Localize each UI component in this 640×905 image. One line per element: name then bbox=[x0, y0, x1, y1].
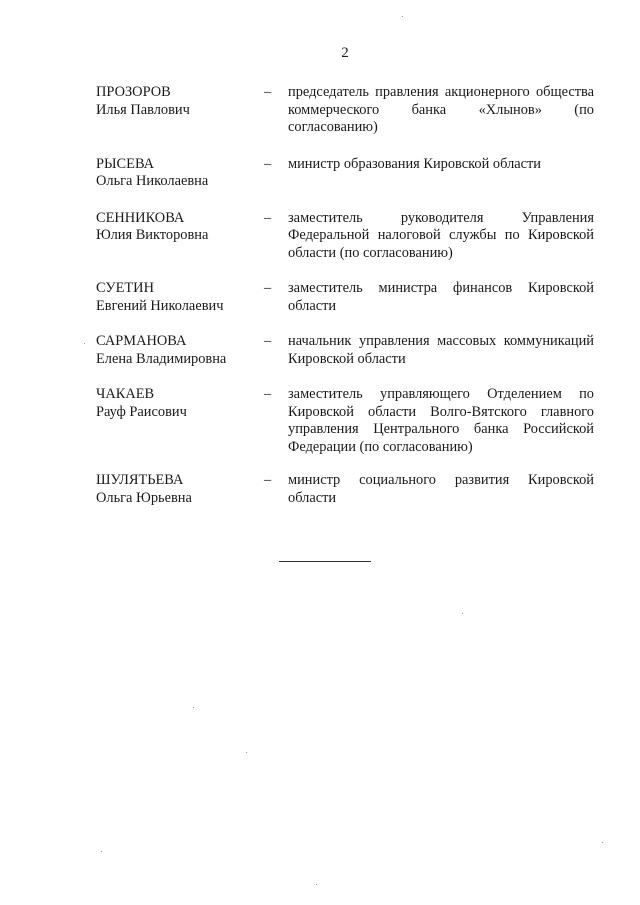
scan-speck bbox=[193, 707, 194, 708]
member-row bbox=[96, 280, 594, 315]
member-dash: – bbox=[264, 209, 272, 226]
member-dash: – bbox=[264, 472, 272, 488]
member-dash: – bbox=[264, 280, 272, 296]
member-row bbox=[96, 84, 594, 137]
member-surname: ШУЛЯТЬЕВА bbox=[96, 472, 184, 488]
member-position: заместитель управляющего Отделением по Кировской области Волго-Вятского главного управления Центрального банка Российской Федерации (по согласованию) bbox=[288, 386, 594, 455]
member-row bbox=[96, 156, 594, 191]
member-surname: СУЕТИН bbox=[96, 280, 154, 296]
member-given-names: Юлия Викторовна bbox=[96, 227, 209, 243]
member-name bbox=[96, 280, 264, 315]
member-position: министр образования Кировской области bbox=[288, 155, 542, 172]
scan-speck bbox=[602, 842, 603, 843]
member-given-names: Илья Павлович bbox=[96, 101, 190, 118]
member-name bbox=[96, 333, 264, 368]
member-given-names: Ольга Юрьевна bbox=[96, 489, 192, 506]
member-surname: САРМАНОВА bbox=[96, 333, 187, 349]
member-position: начальник управления массовых коммуникаций Кировской области bbox=[288, 333, 594, 367]
member-dash: – bbox=[264, 386, 272, 402]
member-given-names: Елена Владимировна bbox=[96, 350, 227, 367]
member-dash: – bbox=[264, 84, 272, 100]
member-position: министр социального развития Кировской области bbox=[288, 472, 594, 506]
scan-speck bbox=[316, 884, 317, 885]
member-name bbox=[96, 472, 264, 507]
scan-speck bbox=[101, 851, 102, 852]
scan-speck bbox=[246, 752, 247, 753]
member-name bbox=[96, 386, 264, 456]
member-surname: ЧАКАЕВ bbox=[96, 386, 155, 402]
member-row bbox=[96, 386, 594, 456]
member-name bbox=[96, 156, 264, 191]
closing-rule bbox=[279, 561, 371, 562]
member-list bbox=[96, 84, 594, 507]
member-given-names: Ольга Николаевна bbox=[96, 173, 209, 189]
member-row bbox=[96, 210, 594, 263]
member-dash: – bbox=[264, 155, 272, 172]
member-name bbox=[96, 210, 264, 263]
member-surname: ПРОЗОРОВ bbox=[96, 84, 171, 100]
member-row bbox=[96, 472, 594, 507]
scan-speck bbox=[402, 16, 403, 17]
member-surname: СЕННИКОВА bbox=[96, 209, 185, 226]
scan-speck bbox=[462, 613, 463, 614]
member-position: председатель правления акционерного общества коммерческого банка «Хлынов» (по согласованию) bbox=[288, 84, 594, 135]
member-dash: – bbox=[264, 333, 272, 349]
scan-speck bbox=[84, 343, 85, 344]
member-given-names: Рауф Раисович bbox=[96, 403, 187, 420]
member-name bbox=[96, 84, 264, 137]
member-given-names: Евгений Николаевич bbox=[96, 297, 224, 314]
member-surname: РЫСЕВА bbox=[96, 155, 155, 172]
member-position: заместитель руководителя Управления Федеральной налоговой службы по Кировской области (по согласованию) bbox=[288, 209, 594, 261]
member-row bbox=[96, 333, 594, 368]
member-position: заместитель министра финансов Кировской области bbox=[288, 280, 594, 314]
page-number: 2 bbox=[341, 45, 349, 61]
